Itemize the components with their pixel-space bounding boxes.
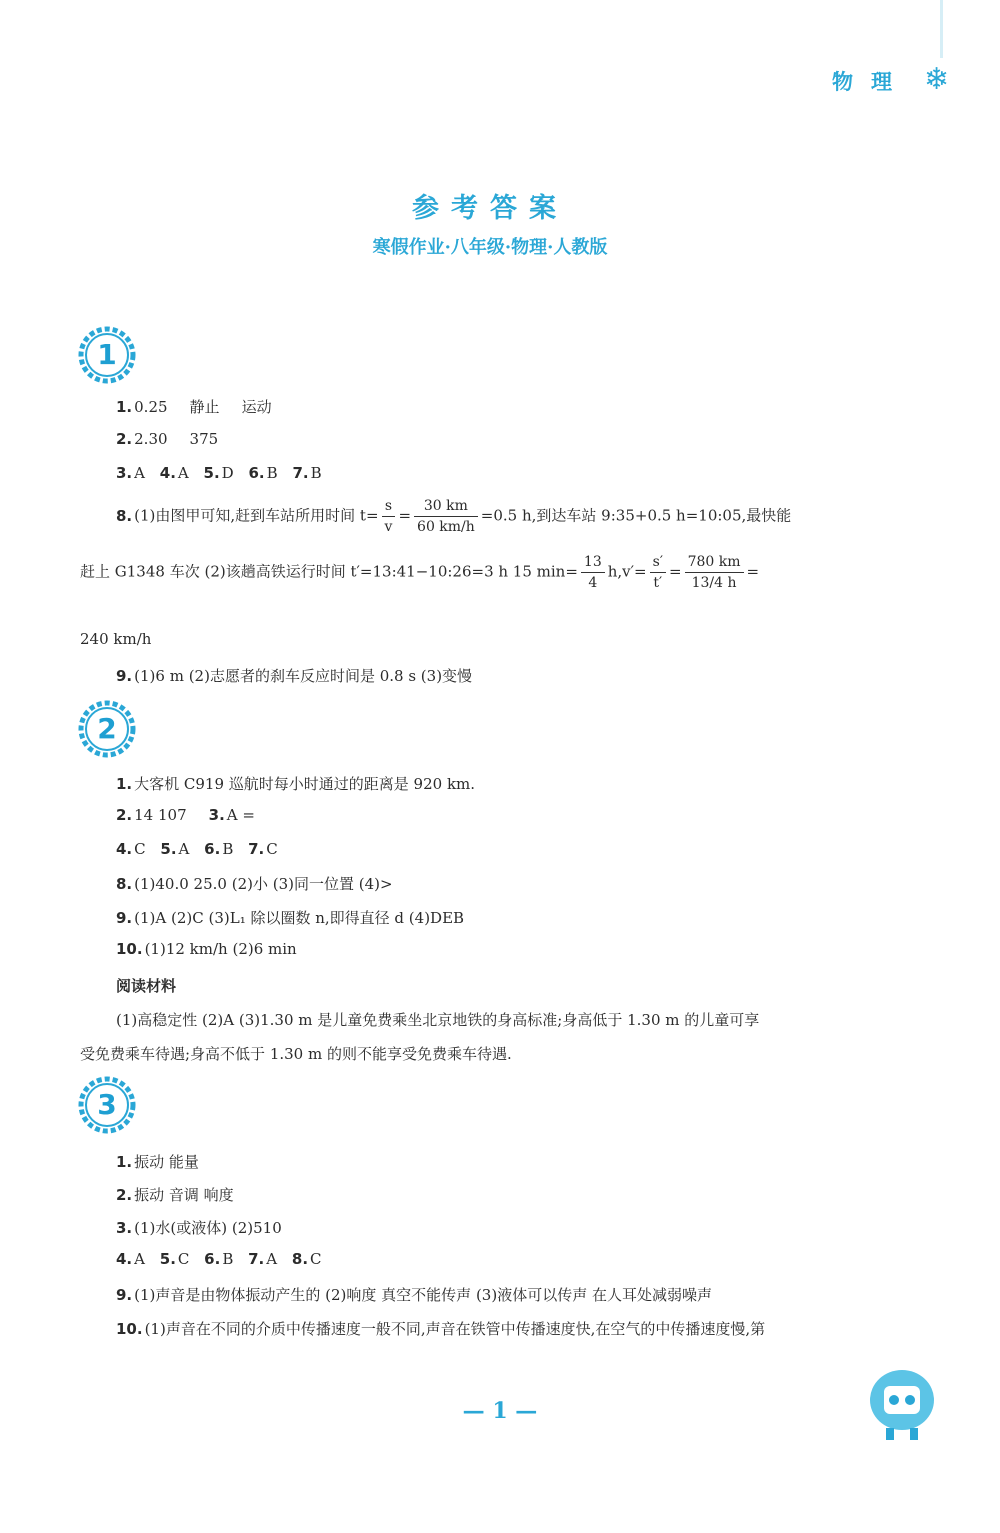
page-number: — 1 —	[462, 1398, 538, 1424]
subject-label: 物理	[832, 69, 910, 94]
answer-line: 3. A 4. A 5. D 6. B 7. B	[116, 464, 322, 482]
section-number: 2	[97, 712, 117, 745]
answer-line: 1. 大客机 C919 巡航时每小时通过的距离是 920 km.	[116, 775, 476, 793]
answer-line: 1. 振动 能量	[116, 1153, 199, 1171]
section-number: 3	[97, 1088, 117, 1121]
answer-line: 3. (1)水(或液体) (2)510	[116, 1219, 282, 1237]
section-badge-3	[78, 1076, 136, 1134]
reading-title: 阅读材料	[116, 977, 177, 995]
answer-line: 赶上 G1348 车次 (2)该趟高铁运行时间 t′=13:41−10:26=3 h 15 min= $\frac{13}{4}$ h,v′= $\frac{s'}{t'}$ = $\frac{780 km}{13/4 h}$ =	[80, 554, 760, 591]
section-number: 1	[97, 338, 117, 371]
page-subtitle: 寒假作业·八年级·物理·人教版	[372, 237, 608, 258]
answer-line: 10. (1)12 km/h (2)6 min	[116, 940, 297, 958]
snowflake-icon: ❄	[924, 62, 950, 97]
reading-line: (1)高稳定性 (2)A (3)1.30 m 是儿童免费乘坐北京地铁的身高标准;身高低于 1.30 m 的儿童可享	[116, 1011, 760, 1029]
answer-line: 2. 振动 音调 响度	[116, 1186, 234, 1204]
answer-line: 4. C 5. A 6. B 7. C	[116, 840, 278, 858]
answer-line: 8. (1)40.0 25.0 (2)小 (3)同一位置 (4)>	[116, 875, 393, 893]
page-title: 参考答案	[412, 193, 568, 224]
mascot-icon	[862, 1356, 942, 1444]
answer-line: 9. (1)声音是由物体振动产生的 (2)响度 真空不能传声 (3)液体可以传声 在人耳处减弱噪声	[116, 1286, 712, 1304]
answer-line: 1. 0.25 静止 运动	[116, 398, 272, 416]
answer-line: 4. A 5. C 6. B 7. A 8. C	[116, 1250, 322, 1268]
answer-line: 2. 14 107 3. A =	[116, 806, 255, 824]
section-badge-2	[78, 700, 136, 758]
header-decor-line	[940, 0, 943, 58]
section-badge-1	[78, 326, 136, 384]
answer-line: 10. (1)声音在不同的介质中传播速度一般不同,声音在铁管中传播速度快,在空气的中传播速度慢,第	[116, 1320, 766, 1338]
answer-line: 240 km/h	[80, 630, 152, 648]
answer-line: 8. (1)由图甲可知,赶到车站所用时间 t= $\frac{s}{v}$ = $\frac{30 km}{60 km/h}$ =0.5 h,到达车站 9:35+0.5 h=10:05,最快能	[116, 498, 792, 535]
reading-line: 受免费乘车待遇;身高不低于 1.30 m 的则不能享受免费乘车待遇.	[80, 1045, 512, 1063]
answer-line: 9. (1)A (2)C (3)L₁ 除以圈数 n,即得直径 d (4)DEB	[116, 909, 465, 927]
answer-line: 2. 2.30 375	[116, 430, 219, 448]
answer-line: 9. (1)6 m (2)志愿者的刹车反应时间是 0.8 s (3)变慢	[116, 667, 473, 685]
